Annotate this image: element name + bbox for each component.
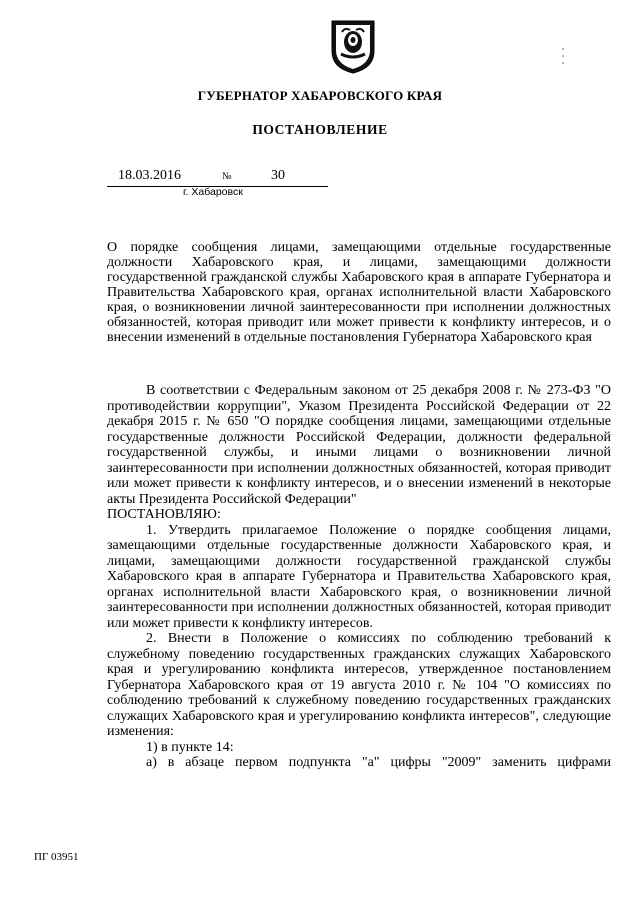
- preamble-paragraph: В соответствии с Федеральным законом от 25 декабря 2008 г. № 273-ФЗ "О противодействии коррупции", Указом Президента Российской Федерации от 22 декабря 2015 г. № 650 "О порядке сообщения лицами, замещающими отдельные государственные должности Российской Федерации, должности федеральной государственной службы, и иными лицами о возникновении личной заинтересованности при исполнении должностных обязанностей, которая приводит или может привести к конфликту интересов, и о внесении изменений в некоторые акты Президента Российской Федерации": [107, 383, 611, 507]
- document-date: 18.03.2016: [118, 168, 181, 183]
- issuer-title: ГУБЕРНАТОР ХАБАРОВСКОГО КРАЯ: [197, 88, 443, 103]
- decree-word: ПОСТАНОВЛЯЮ:: [107, 507, 221, 522]
- scan-dots-mark: [560, 46, 566, 66]
- subitem-1a-paragraph: а) в абзаце первом подпункта "а" цифры "2009" заменить цифрами: [146, 755, 611, 770]
- document-body: [107, 383, 611, 771]
- item-2-paragraph: 2. Внести в Положение о комиссиях по соблюдению требований к служебному поведению государственных гражданских служащих Хабаровского края и урегулированию конфликта интересов, утвержденное постановлением Губернатора Хабаровского края от 19 августа 2010 г. № 104 "О комиссиях по соблюдению требований к служебному поведению государственных гражданских служащих Хабаровского края и урегулированию конфликта интересов", следующие изменения:: [107, 631, 611, 739]
- document-city: г. Хабаровск: [183, 186, 243, 198]
- registration-line: [107, 168, 328, 187]
- form-code: ПГ 03951: [34, 851, 79, 863]
- number-sign: №: [222, 171, 232, 182]
- document-subject: О порядке сообщения лицами, замещающими отдельные государственные должности Хабаровского края, и лицами, замещающими должности государственной гражданской службы Хабаровского края в аппарате Губернатора и Правительства Хабаровского края, органах исполнительной власти Хабаровского края, о возникновении личной заинтересованности при исполнении должностных обязанностей, которая приводит или может привести к конфликту интересов, и о внесении изменений в отдельные постановления Губернатора Хабаровского края: [107, 240, 611, 345]
- item-1-paragraph: 1. Утвердить прилагаемое Положение о порядке сообщения лицами, замещающими отдельные государственные должности Хабаровского края, и лицами, замещающими должности государственной гражданской службы Хабаровского края в аппарате Губернатора и Правительства Хабаровского края, органах исполнительной власти Хабаровского края, о возникновении личной заинтересованности при исполнении должностных обязанностей, которая приводит или может привести к конфликту интересов.: [107, 522, 611, 631]
- subitem-1-paragraph: 1) в пункте 14:: [146, 739, 234, 755]
- document-type: ПОСТАНОВЛЕНИЕ: [252, 122, 388, 137]
- coat-of-arms-emblem: [330, 18, 376, 74]
- document-number: 30: [271, 168, 285, 183]
